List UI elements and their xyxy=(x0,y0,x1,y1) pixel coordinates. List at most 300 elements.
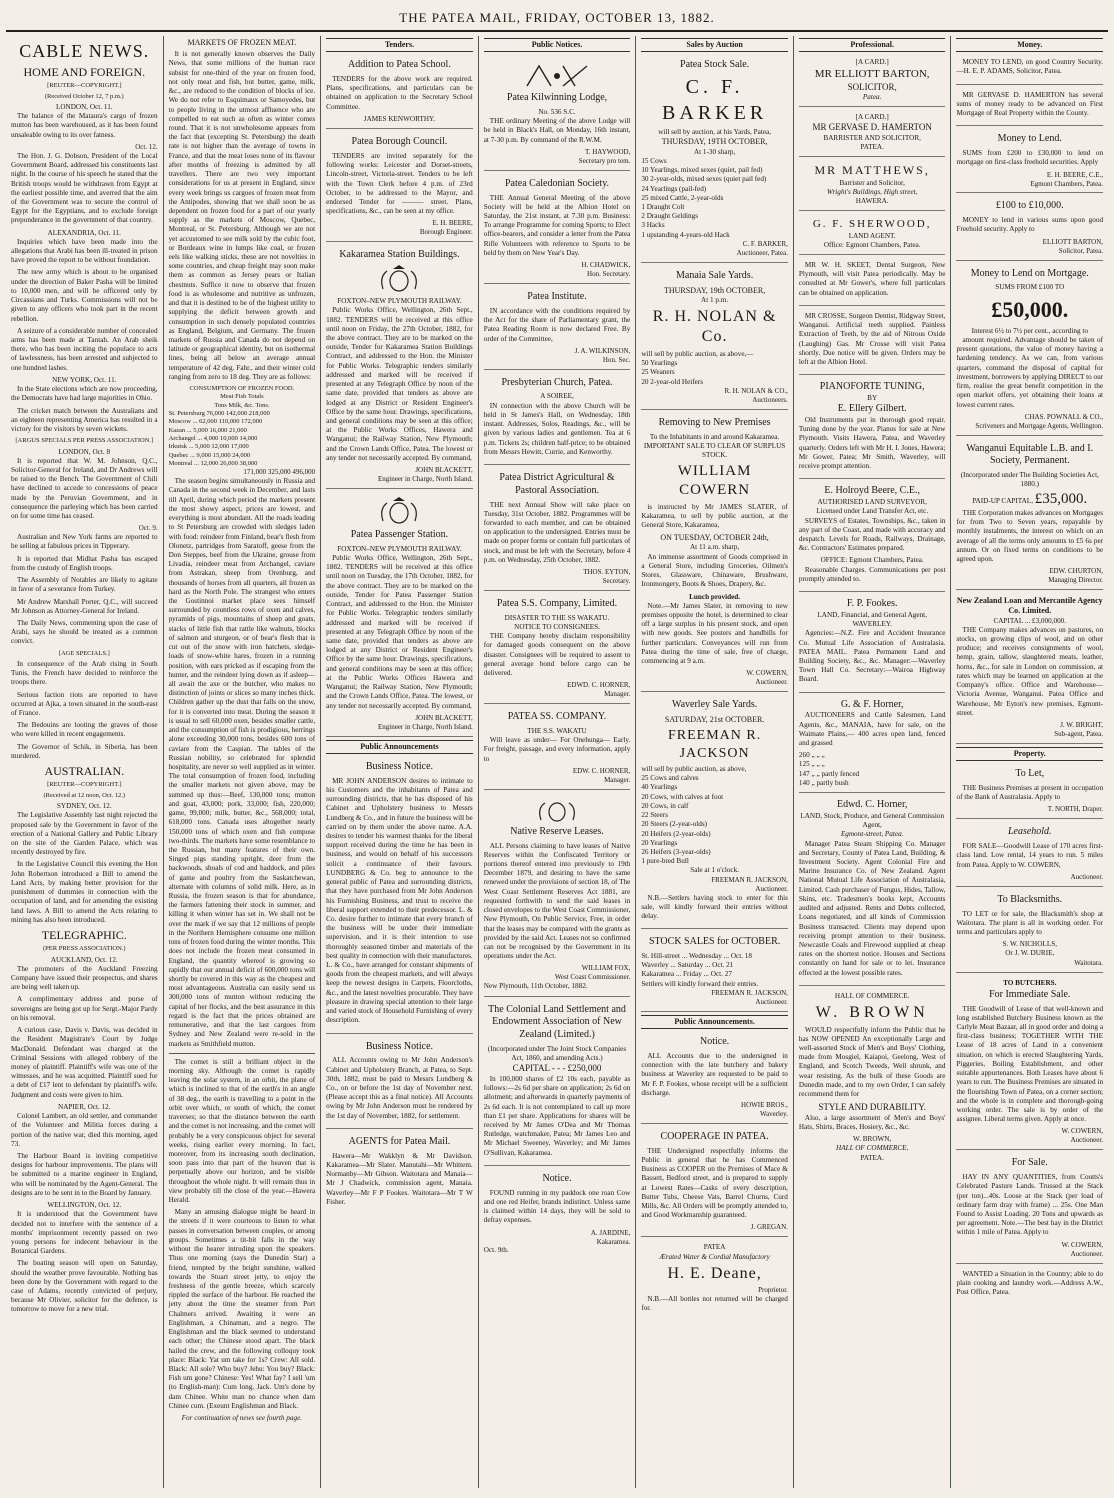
continuation-note: For continuation of news see fourth page. xyxy=(181,1414,303,1423)
list-item: 20 Cows, in calf xyxy=(641,801,689,810)
ad-signature: W. COWERN, xyxy=(1061,1127,1104,1136)
ad-card-label: [A CARD.] xyxy=(855,113,889,122)
ad-elliott-barton xyxy=(799,55,946,107)
ad-signature: R. H. NOLAN & CO., xyxy=(724,386,788,395)
ad-title: Native Reserve Leases. xyxy=(510,825,604,837)
ad-text: MR W. H. SKEET, Dental Surgeon, New Plymouth, will visit Patea periodically. May be consulted at Mr Gower's, where full particulars can be obtained on application. xyxy=(798,260,946,297)
professional-name: E. Ellery Gilbert. xyxy=(837,403,907,415)
professional-place: PATEA. xyxy=(860,143,884,152)
professional-address: Wright's Buildings, High street, xyxy=(826,188,918,197)
ad-title: Manaia Sale Yards. xyxy=(675,269,754,281)
ad-money-to-lend xyxy=(956,129,1103,193)
list-item: Kakaramea ... Friday ... Oct. 27 xyxy=(641,970,732,979)
australian-heading: AUSTRALIAN. xyxy=(44,764,125,779)
ad-signature: J. GREGAN. xyxy=(750,1223,788,1232)
ad-text: Settlers will kindly forward their entries. xyxy=(641,979,759,988)
ad-title: STOCK SALES for OCTOBER. xyxy=(648,936,781,948)
ad-native-reserve-leases xyxy=(484,793,631,997)
ad-date: New Plymouth, 11th October, 1882. xyxy=(483,982,588,991)
columns xyxy=(6,36,1108,1488)
professional-role: SOLICITOR, xyxy=(847,81,897,92)
ad-text: THE Annual General Meeting of the above Society will be held at the Albion Hotel on Saturday, the 21st instant, at 7.30 p.m. Business: To arrange Programme for coming Sports; to Elect office-bearers, and consider a letter from the Patea Rifle Volunteers with reference to Sports to be held by them on New Year's Day. xyxy=(483,193,631,257)
article-paragraph: The Harbour Board is inviting competitive designs for harbour improvements. The plans will be submitted to a marine engineer in England, who will be nominated by the Agent-General. The designs are to be sent in to the Board by January. xyxy=(11,1151,158,1197)
article-paragraph: Serious faction riots are reported to have occurred at Ajka, a town situated in the south-east of France. xyxy=(11,690,158,718)
ad-signature: W. COWERN, xyxy=(1061,1240,1104,1249)
ad-title: Business Notice. xyxy=(365,1040,434,1052)
ad-passenger-station xyxy=(326,492,473,737)
article-paragraph: It is understood that the Government have decided not to interfere with the sentence of a months' imprisonment recently passed on two young persons for indecent behaviour in the Botanical Gardens. xyxy=(11,1210,158,1256)
article-paragraph: The Assembly of Notables are likely to agitate in favor of a severance from Turkey. xyxy=(11,576,158,594)
ad-matthews xyxy=(799,160,946,211)
ad-title: For Sale. xyxy=(1011,1157,1048,1169)
article-paragraph: The balance of the Mataura's cargo of frozen mutton has been warehoused, as it has been found unsaleable owing to its over fatness. xyxy=(11,112,158,139)
ad-title: To Blacksmiths. xyxy=(997,893,1063,905)
ad-kakaramea-station xyxy=(326,245,473,489)
ad-signature: JOHN BLACKETT, xyxy=(415,466,473,475)
ad-title: Patea Institute. xyxy=(527,291,587,303)
ad-adams-money xyxy=(956,55,1103,84)
ad-title: Patea Kilwinning Lodge, xyxy=(506,92,608,104)
table-row: Montreal ... 12,000 26,000 38,000 xyxy=(168,459,258,467)
ad-title: PATEA xyxy=(703,1243,726,1252)
consumption-table-head: Meat Fish Totals xyxy=(220,393,264,401)
frozen-meat-heading: MARKETS OF FROZEN MEAT. xyxy=(187,38,297,47)
table-row: St. Petersburg 76,000 142,000 218,000 xyxy=(168,410,270,418)
column-money xyxy=(951,36,1108,1488)
professional-name: E. Holroyd Beere, C.E., xyxy=(824,485,920,497)
professional-role: AUTHORISED LAND SURVEYOR, xyxy=(817,498,927,507)
ad-title: Patea Borough Council. xyxy=(351,136,448,148)
article-paragraph: The Governor of Schik, in Siberia, has been murdered. xyxy=(11,742,158,760)
ad-text: SURVEYS of Estates, Townships, &c., taken in any part of the Coast, and made with accuracy and despatch. Levels for Roads, Railways, Drainage, &c. Contractors' Estimates prepared. xyxy=(798,516,946,553)
ad-pownall-mortgage xyxy=(956,264,1103,436)
dateline-wellington: WELLINGTON, Oct. 12. xyxy=(47,1201,122,1210)
list-item: 1 Draught Colt xyxy=(641,202,685,211)
list-item: 260 „ „ „ xyxy=(798,751,825,760)
section-heading-professional: Professional. xyxy=(799,38,946,52)
sale-date: THURSDAY, 19TH OCTOBER, xyxy=(661,137,768,147)
dateline: Oct. 12. xyxy=(135,142,158,151)
ad-business-notice xyxy=(326,757,473,1034)
sale-list xyxy=(641,359,788,387)
ad-title: Money to Lend. xyxy=(997,133,1062,145)
ad-signature: HOWIE BROS., xyxy=(741,1100,788,1109)
ad-title: AGENTS for Patea Mail. xyxy=(348,1135,451,1147)
dateline-napier: NAPIER, Oct. 12. xyxy=(58,1102,111,1111)
ad-hamerton-money xyxy=(956,88,1103,127)
ad-text: IN connection with the above Church will be held in St James's Hall, on Wednesday, 18th instant. Addresses, Solos, Readings, &c., will be given by various ladies and gentlemen. Tea at 6 p.m. Tickets 2s; children half-price; to be obtained from Messrs Hewitt, Currie, and Kenworthy. xyxy=(483,401,631,456)
ad-text: N.B.—All bottles not returned will be charged for. xyxy=(641,1295,788,1313)
sale-list xyxy=(641,774,788,866)
divider xyxy=(169,1053,316,1054)
ad-sherwood xyxy=(799,214,946,255)
ad-signature: JAMES KENWORTHY. xyxy=(363,114,436,123)
ad-text: IN accordance with the conditions required by the Act for the share of Parliamentary grant, the Patea Reading Room is now declared Free. By order of the Committee, xyxy=(483,306,631,343)
professional-address: Office: Egmont Chambers, Patea. xyxy=(823,240,921,249)
ad-text: FOUND running in my paddock one roan Cow and one red Heifer, brands indistinct. Unless same is claimed within 14 days, they will be sold to defray expenses. xyxy=(483,1188,631,1225)
ad-subtitle: To the Inhabitants in and around Kakaramea. xyxy=(649,432,780,441)
ad-text: MR CROSSE, Surgeon Dentist, Ridgway Street, Wanganui. Artificial teeth supplied. Painless Extraction of Teeth, by the aid of Nitrous Oxide (Laughing) Gas. Mr Crosse will visit Patea shortly. Due notice will be given. Orders may be left at the Albion Hotel. xyxy=(798,311,946,366)
ad-agents xyxy=(326,1132,473,1214)
list-item: 50 Yearlings xyxy=(641,359,678,368)
ad-waverley-sale-yards xyxy=(641,695,788,929)
ad-signature-role: Auctioneer. xyxy=(1070,1136,1104,1145)
professional-name: Edwd. C. Horner, xyxy=(836,799,908,811)
professional-name: MR ELLIOTT BARTON, xyxy=(814,68,930,81)
article-paragraph: The cricket match between the Australians and an eighteen representing America has resulted in a victory for the visitors by seven wickets. xyxy=(11,406,158,433)
ad-title: PIANOFORTE TUNING, xyxy=(819,381,925,393)
ad-patea-institute xyxy=(484,287,631,370)
ad-title: COOPERAGE IN PATEA. xyxy=(660,1130,769,1142)
ad-ss-company-disaster xyxy=(484,594,631,704)
professional-name: G. F. SHERWOOD, xyxy=(812,218,932,231)
ad-signature-role: West Coast Commissioner. xyxy=(554,973,631,982)
ad-signature-role: Engineer in Charge, North Island. xyxy=(377,475,473,484)
ad-text: MONEY TO LEND, on good Country Security.—H. E. P. ADAMS, Solicitor, Patea. xyxy=(956,58,1104,76)
dateline-london: LONDON, Oct. 11. xyxy=(55,103,113,112)
professional-place: WAVERLEY. xyxy=(852,620,892,629)
dateline: Oct. 9. xyxy=(138,524,158,533)
article-paragraph: The promoters of the Auckland Freezing Company have issued their prospectus, and shares are being well taken up. xyxy=(11,964,158,992)
ad-signature-role: Hon. Sec. xyxy=(602,355,631,364)
ad-signature: S. W. NICHOLLS, xyxy=(1002,940,1058,949)
ad-signature: ELLIOTT BARTON, xyxy=(1042,237,1104,246)
ad-text: Manager Patea Steam Shipping Co. Manager and Secretary, County of Patea Land, Building, & Investment Society. Agent Colonial Fire and Marine Insurance Co. of New Zealand. Agent National Mutual Life Association of Australasia, Limited. Cash purchaser of Fungus, Hides, Tallow, Skins, etc. Tradesmen's books kept, Accounts audited and adjusted. Rents and Debts collected, Loans negotiated, and all kinds of Commission Business transacted. Clients may depend upon receiving prompt attention to their business. Newcastle Coals and Firewood supplied at cheap rates on the shortest notice. Houses and Sections constantly on hand for sale or to let. Insurance effected at the lowest possible rates. xyxy=(798,839,946,977)
dateline-auckland: AUCKLAND, Oct. 12. xyxy=(50,955,118,964)
ad-text: MR JOHN ANDERSON desires to intimate to his Customers and the inhabitants of Patea and surrounding districts, that he has disposed of his Cabinet and Upholstery business to Messrs Lundberg & Co., and in future the business will be carried on by them under the above name. A.A. desires to tender his warmest thanks for the liberal support received during the time he has been in business, and would on behalf of his successors solicit a continuance of their favours. LUNDBERG & Co. beg to announce to the general public of Patea and surrounding districts, that they have purchased from Mr John Anderson his Furnishing Business, and trust to receive the liberal support extended to their predecessor. L. & Co. desire further to intimate that every branch of the business will be under their immediate supervision, and it is their intention to use thoroughly seasoned timber and materials of the best quality in connection with their manufactures. L. & Co., have arranged for constant shipments of goods from the cheapest markets, and will always keep the newest designs in Carpets, Floorcloths, &c., and the latest novelties procurable. They have pleasure in drawing special attention to their large and varied stock of Household Furnishing of every description. xyxy=(326,776,473,1025)
ad-business-notice-accounts xyxy=(326,1037,473,1129)
capital-amount: £35,000. xyxy=(1034,490,1088,507)
article-paragraph: A complimentary address and purse of sovereigns are being got up for Sergt.-Major Pardy on his removal. xyxy=(11,995,158,1022)
ad-subtitle: For Immediate Sale. xyxy=(989,988,1071,1000)
professional-role: LAND, Stock, Produce, and General Commission Agent, xyxy=(800,811,945,830)
ad-signature: A. JARDINE, xyxy=(590,1228,631,1237)
ad-text: Also, a large assortment of Men's and Boys' Hats, Shirts, Braces, Hosiery, &c., &c. xyxy=(798,1113,946,1132)
ad-removing-premises xyxy=(641,413,788,692)
ad-text: THE next Annual Show will take place on Tuesday, 31st October, 1882. Programmes will be forwarded to each member, and can be obtained on application to the undersigned. Entries must be made on proper forms or contain full particulars of stock, and must be left with the Secretary, before 4 p.m. on Wednesday, 25th October, 1882. xyxy=(483,500,631,564)
ad-title: Patea S.S. Company, Limited. xyxy=(496,597,618,609)
ad-text: TENDERS for the above work are required. Plans, specifications, and particulars can be obtained on application to the Secretary School Committee. xyxy=(326,75,473,111)
ad-title: Waverley Sale Yards. xyxy=(671,699,758,711)
ad-text: will sell by public auction, as above, xyxy=(641,765,747,774)
list-item: 10 Yearlings, mixed sexes (quiet, pail fed) xyxy=(641,166,763,175)
ad-presbyterian-church xyxy=(484,373,631,465)
article-paragraph: In the Legislative Council this evening the Hon John Robertson introduced a Bill to amend the Land Acts, by making better provision for the punishment of dummies in connection with the occupation of land, and for amending the existing land laws. A Bill to amend the Acts relating to mining has also been introduced. xyxy=(11,860,158,924)
list-item: 147 „ „ partly fenced xyxy=(798,769,860,778)
ad-signature: EDW. CHURTON, xyxy=(1049,567,1104,576)
telegraphic-heading: TELEGRAPHIC. xyxy=(41,927,127,942)
ad-aerated-water xyxy=(641,1240,788,1320)
ad-signature-role: Secretary pro tem. xyxy=(578,156,631,165)
ad-signature-role: Proprietor. xyxy=(758,1286,788,1295)
ad-hamerton xyxy=(799,110,946,157)
ad-signature: H. CHADWICK, xyxy=(581,261,631,270)
sale-time: At 11 a.m. sharp, xyxy=(689,543,740,552)
ad-title: Patea Caledonian Society. xyxy=(505,177,610,189)
ad-borough-council xyxy=(326,132,473,242)
professional-name: MR MATTHEWS, xyxy=(814,163,930,178)
consumption-table xyxy=(169,410,316,477)
list-item: 20 2-year-old Heifers xyxy=(641,377,704,386)
professional-name: F. P. Fookes. xyxy=(846,598,898,610)
ad-title: Patea Passenger Station. xyxy=(350,529,449,540)
list-item: 15 Cows xyxy=(641,156,667,165)
article-paragraph: The season begins simultaneously in Russia and Canada in the second week in December, and lasts till April, during which period the markets present the most showy aspect, prices are lowest, and everything is most abundant. All the roads leading to St Petersburg are crowded with sledges laden with food: reindeer from Finland, bear's flesh from Olonetz, partridges from Saratoff, geese from the Don Steppes, beef from the Ukraine, grouse from Livadia, reindeer meat from Archangel, caviare from Astrakan, sheep from Orenburg, and thousands of horses from all quarters, all frozen as hard as the North Pole. The strangest who enters the Gostinnoi market place sees himself surrounded by countless rows of oxen and calves, pyramids of pigs, mountains of sheep and goats, stacks of little fish that rattle like walnuts, blocks of salmon and sturgeon, or of bear's flesh that is cut out of the snow with iron hatchets, sledge-loads of snow-white hares, frozen in a running position, with ears pricked as if escaping from the hunter, and the reindeer lying down as if asleep—all await the axe or the butcher, who makes no distinction of joints or slices so many inches thick. Children gather up the dust that falls on the snow, for it is converted into meat. During the season it is usual to sell 60,000 oxen, besides smaller cattle, and the consumption of fish is prodigious, herrings alone exceeding 30,000 tons, besides 600 tons of caviare from the Caspian. The tables of the Russian nobility, so celebrated for splendid hospitality, are never so well supplied as in winter. The total consumption of frozen food, including the smaller markets not given above, may be summed up thus:—Beef, 130,000 tons; mutton and goat, 43,000; pork, 33,000; fish, 220,000; game, 99,000; milk, butter, &c., 568,000; total, 618,000 tons. Canada uses altogether nearly 150,000 tons of which oxen and fish compose two-thirds. The markets have some resemblance to the Russian, but many features of their own. Singed pigs standing upright, deer from the backwoods, shoals of cod and haddock, and piles of game and poultry from the Saskatchewan, alternate with columns of solid milk. Here, as in Russia, the frozen season is that for abundance, the farmers fattening their stock in summer, and killing it when winter has set in. We shall not be over the mark if we say that 12 millions of people in the Northern Hemisphere consume one million tons of frozen food during the winter months. This does not include the frozen meat consumed in England, the quantity whereof is growing so rapidly that our annual deficit of 600,000 tons will shortly be covered in this way as the cheapest and most advantageous. Australia can easily send us 300,000 tons of mutton without reducing the capital of her flocks, and the best assurance in this regard is the fact that the prices obtained are remunerative, and that the last cargoes from Sydney and New Zealand were re-sold in the markets as Smithfield mutton. xyxy=(168,477,316,1048)
ad-title: Kakaramea Station Buildings. xyxy=(339,249,460,261)
professional-address: OFFICE: Egmont Chambers, Patea. xyxy=(820,556,924,565)
list-item: 1 upstanding 4-years-old Hack xyxy=(641,230,730,239)
ad-subtitle: (Incorporated under The Building Societies Act, 1880.) xyxy=(960,471,1099,489)
ad-signature-role: Hon. Secretary. xyxy=(587,270,631,279)
ad-signature: W. COWERN, xyxy=(746,669,788,678)
ad-subtitle: FOXTON–NEW PLYMOUTH RAILWAY. xyxy=(337,297,462,306)
ad-signature-role: Auctioneers. xyxy=(752,395,788,404)
ad-capital-row xyxy=(956,490,1103,509)
press-association-note: (PER PRESS ASSOCIATION.) xyxy=(43,945,126,953)
ad-signature-role: Managing Director. xyxy=(1048,576,1104,585)
sale-list xyxy=(641,157,788,240)
ad-signature: WILLIAM FOX, xyxy=(581,964,631,973)
ad-colonial-land-settlement xyxy=(484,1000,631,1166)
ad-signature: EDW. C. HORNER, xyxy=(572,766,631,775)
article-paragraph: The Hon. J. G. Dobson, President of the Local Government Board, addressed his constituents last night. In the course of his speech he stated that the British troops would be withdrawn from Egypt at the earliest possible time, and averred that the aim of the Government was to secure the control of Egypt for the Egyptians, and to exclude foreign preponderance in the government of that country. xyxy=(11,151,158,225)
ad-text: An immense assortment of Goods comprised in a General Store, including Groceries, Oilmen's Stores, Glassware, Chinaware, Brushware, Ironmongery, Boots & Shoes, Drapery, &c. xyxy=(641,552,788,589)
sale-list xyxy=(641,952,788,980)
ad-date: Oct. 9th. xyxy=(483,1246,509,1255)
ad-signature-role: HALL OF COMMERCE, xyxy=(836,1144,909,1153)
article-paragraph: The Daily News, commenting upon the case of Arabi, says he should be treated as a common convict. xyxy=(11,618,158,646)
list-item: 24 Yearlings (pail-fed) xyxy=(641,184,707,193)
list-item: Waverley ... Saturday ... Oct. 21 xyxy=(641,961,734,970)
ad-signature-place: PATEA. xyxy=(860,1153,884,1162)
ad-title: Notice. xyxy=(542,1172,572,1184)
list-item: 20 Cows, with calves at foot xyxy=(641,792,724,801)
sale-date: SATURDAY, 21st OCTOBER. xyxy=(664,715,765,724)
ad-card-label: [A CARD.] xyxy=(855,58,889,67)
ad-signature: E. H. BEERE, C.E., xyxy=(1046,170,1104,179)
ad-patea-school xyxy=(326,55,473,129)
ad-text: WOULD respectfully inform the Public that he has NOW OPENED An exceptionally Large and well-assorted Stock of Men's and Boys' Clothing, made from Mosgiel, Kaiapoi, Geelong, West of England, and Scotch Tweeds, Well shrunk, and wear resisting. As the bulk of these Goods are Dunedin made, and to my own Order, I can safely recommend them for xyxy=(798,1025,946,1099)
lunch-note: Lunch provided. xyxy=(689,592,741,601)
ad-signature: Or J. W. DURIE, xyxy=(1005,949,1055,958)
list-item: 40 Yearlings xyxy=(641,783,678,792)
article-paragraph: It is reported that W. M. Johnson, Q.C., Solicitor-General for Ireland, and Dr Andrews will be raised to the Bench. The Government of Chili have declined to accede to concessions of peace made by the Peruvian Government, and in consequence the parleying which has been carried on for some time has ceased. xyxy=(11,456,158,521)
ad-title: Wanganui Equitable L.B. and I. Society, Permanent. xyxy=(966,442,1094,467)
ad-subtitle: A SOIREE, xyxy=(540,392,574,401)
ad-subtitle: SUMS FROM £100 TO xyxy=(995,283,1065,292)
ad-signature-role: Auctioneer. xyxy=(755,997,788,1006)
ad-text: MR GERVASE D. HAMERTON has several sums of money ready to be advanced on First Mortgage of Real Property within the County. xyxy=(956,90,1104,118)
ad-text: TENDERS are invited separately for the following works: Leicester and Dorset-streets, Lincoln-street, Victoria-street. Tenders to be left with the Town Clerk before 4 p.m. of 23rd October, to be addressed to the Mayor, and endorsed Tender for ——— street. Plans, specifications, &c., can be seen at my office. xyxy=(326,151,473,216)
professional-role: LAND AGENT. xyxy=(848,231,896,240)
dateline-new-york: NEW YORK, Oct. 11. xyxy=(52,375,117,384)
ad-text: N.B.—Settlers having stock to enter for this sale, will kindly forward their entries without delay. xyxy=(641,893,788,921)
ad-text: THE Undersigned respectfully informs the Public in general that he has Commenced Business as COOPER on the Premises of Mace & Bassett, Bedford street, and is prepared to supply at Lowest Rates—Casks of every description, Butter Tubs, Cheese Vats, Barrel Churns, Curd Mills, &c. All Orders will be promptly attended to, and Good Workmanship guaranteed. xyxy=(641,1146,788,1220)
ad-signature: CHAS. POWNALL & CO., xyxy=(1024,412,1104,421)
ad-skeet-dentist xyxy=(799,258,946,306)
ad-signature: C. F. BARKER, xyxy=(742,239,788,248)
ad-text: amount required. Advantage should be taken of present quotations, the value of money having a hardening tendency. As we can, from various quarters, command the disposal of capital for investment, borrowers by applying DIRECT to our firm, realise the great benefit competition in the open market offers, yet obtaining their loans at lowest current rates. xyxy=(956,336,1104,409)
ad-signature: E. H. BEERE, xyxy=(432,219,473,228)
received-note: (Received at 12 noon, Oct. 12.) xyxy=(43,791,126,799)
masthead: THE PATEA MAIL, FRIDAY, OCTOBER 13, 1882. xyxy=(6,4,1108,32)
capital-label: PAID-UP CAPITAL, xyxy=(972,496,1033,505)
professional-name: G. & F. Horner, xyxy=(840,698,904,710)
ad-text: Public Works Office, Wellington, 26th Sept., 1882. TENDERS will be received at this office until noon on Tuesday, the 17th October, 1882, for the above contract. They are to be marked on the outside, Tender for Patea Passenger Station Contract, and addressed to the Hon. the Minister for Public Works. Telegraphic tenders similarly addressed and marked will be received if presented at any Telegraph Office by noon of the same date, provided that tenders as above are lodged at any District or Resident Engineer's Office by the same hour. Drawings, specifications, and general conditions may be seen at this office; at the Public Works Offices Hawera and Wanganui; the Railway Station, New Plymouth; and the Crown Lands Office, Patea. The lowest, or any tender not necessarily accepted. By command, xyxy=(326,554,473,710)
ad-hay-for-sale xyxy=(956,1153,1103,1263)
ad-text: MONEY to lend in various sums upon good Freehold security. Apply to xyxy=(956,216,1104,234)
article-paragraph: In consequence of the Arab rising in South Tunis, the French have decided to reinforce the troops there. xyxy=(11,659,158,687)
ad-title: Addition to Patea School. xyxy=(348,59,451,71)
list-item: 20 Steers (2-year-olds) xyxy=(641,820,708,829)
ad-wanganui-equitable xyxy=(956,439,1103,590)
professional-name: MR GERVASE D. HAMERTON xyxy=(812,122,932,133)
ad-signature: W. BROWN, xyxy=(853,1135,892,1144)
ad-fookes xyxy=(799,595,946,693)
ad-title: Notice. xyxy=(700,1036,730,1048)
ad-title: The Colonial Land Settlement and Endowment Association of New Zealand (Limited.) xyxy=(488,1003,626,1041)
ad-subtitle: THE S.S. WAKATU xyxy=(527,727,587,736)
article-paragraph: Colonel Lambert, an old settler, and commander of the Volunteer and Militia forces during a portion of the native war, died this morning, aged 73. xyxy=(11,1112,158,1148)
ad-signature-role: Sub-agent, Patea. xyxy=(1054,729,1104,738)
sale-time: At 1 p.m. xyxy=(701,295,729,304)
professional-role: LAND, Financial, and General Agent, xyxy=(817,610,927,619)
cable-news-heading: CABLE NEWS. xyxy=(19,41,150,61)
ad-text: Reasonable Charges. Communications per post promptly attended to. xyxy=(798,565,946,583)
list-item: 25 Cows and calves xyxy=(641,774,699,783)
column-tenders xyxy=(321,36,479,1488)
ad-text: Hawera—Mr Wakklyn & Mr Davidson. Kakaramea—Mr Slater. Manutahi—Mr Whittem. Normanby—Mr Gibson. Waitotara and Manaia—Mr J Chadwick, commission agent, Manaia. Waverley—Mr F P Fookes. Waitotara—Mr T W Fisher. xyxy=(326,1151,473,1206)
ad-capital: CAPITAL - - - £250,000 xyxy=(512,1063,602,1074)
table-row: Kazan ... 5,000 16,000 21,000 xyxy=(168,426,247,434)
coat-of-arms-icon xyxy=(369,265,429,295)
ad-signature: EDWD. C. HORNER, xyxy=(567,681,631,690)
article-paragraph: Many an amusing dialogue might be heard in the streets if it were courteous to listen to what passes in conversation between couples, or among groups. Sometimes a tit-bit falls in the way without the hearer intruding upon the speakers. Thus one morning (says the Dunedin Star) a friend, tempted by the bright sunshine, walked towards the Stuart street jetty, to enjoy the freshness of the gentle breeze, which scarcely rippled the surface of the harbour. He reached the jetty about the time the steamer from Port Chalmers arrived. Awaiting it were an Englishman, a Chinaman, and a negro. The Englishman and the black seemed to understand each other; the Chinese stood apart. The black hailed the crew, and the following colloquy took place: Black: Yat um take for 1s? Crew: All sold. Black: All sole? Who buy? Jehu: You buy? Black: Fish um gone? Chinese: Yes! What fay? I sell 'um (to English-man): Cum long, Jack. Um's done by dam Chinee. White man no chance when dam Chinee cum. (Exeunt Englishman and Black. xyxy=(168,1208,316,1410)
list-item: St. Hill-street ... Wednesday ... Oct. 18 xyxy=(641,952,752,961)
ad-title: Leasehold. xyxy=(1007,826,1052,838)
consumption-table-title: CONSUMPTION OF FROZEN FOOD. xyxy=(189,385,295,393)
ad-signature-role: Scriveners and Mortgage Agents, Wellington. xyxy=(975,421,1104,430)
ad-text: THE Company hereby disclaim responsibility for damaged goods consequent on the above disaster. Consignees will be required to assent to general average bond before cargo can be delivered. xyxy=(483,632,631,678)
ad-stock-sales-october xyxy=(641,932,788,1012)
ad-title: New Zealand Loan and Mercantile Agency Co. Limited. xyxy=(956,596,1103,616)
column-frozen-meat xyxy=(164,36,322,1488)
argus-note: [ARGUS SPECIALS PER PRESS ASSOCIATION.] xyxy=(15,437,154,445)
ad-found-cattle xyxy=(484,1169,631,1260)
section-heading-tenders: Tenders. xyxy=(326,38,473,52)
ad-signature-role: Auctioneer, Patea. xyxy=(736,248,788,257)
ad-title: Presbyterian Church, Patea. xyxy=(501,376,613,388)
section-heading-money: Money. xyxy=(956,38,1103,52)
ad-text: HAY IN ANY QUANTITIES, from Coutts's Celebrated Pasture Lands. Trussed at the Stack (per ton)...40s. Loose at the Stack (per load of ordinary farm dray with frame) ... 25s. One Man Found to Assist Loading. 20 Tons and upwards as per agreement. Note.—The best hay in the District within 1 mile of Patea. Apply to xyxy=(956,1173,1104,1237)
ad-nz-loan-mercantile xyxy=(956,593,1103,744)
ad-title: To Let, xyxy=(1015,768,1045,780)
ad-text: ALL Accounts owing to Mr John Anderson's Cabinet and Upholstery Branch, at Patea, to Sept. 30th, 1882, must be paid to Messrs Lundberg & Co., on or before the 1st day of November next. (Please accept this as a final notice). All Accounts owing by Mr John Anderson must be rendered by the 1st day of November, 1882, for settlement. xyxy=(326,1056,473,1120)
ad-ss-wakatu xyxy=(484,707,631,790)
ad-barton-money xyxy=(956,196,1103,260)
ad-text: Old Instruments put in thorough good repair. Tuning done by the year. Pianos for sale at New Plymouth. Visits Hawera, Patea, and Waverley quarterly. Orders left with Mr H. I. Jones, Hawera; Mr Gower, Patea; Mr Smith, Waverley, will receive prompt attention. xyxy=(798,415,946,471)
proprietor-name: H. E. Deane, xyxy=(667,1264,762,1282)
copyright-note: [REUTER—COPYRIGHT.] xyxy=(47,781,122,789)
list-item: 1 pure-bred Bull xyxy=(641,857,689,866)
ad-caledonian-society xyxy=(484,174,631,284)
ad-cooperage xyxy=(641,1127,788,1238)
list-item: 3 Hacks xyxy=(641,221,665,230)
list-item: 22 Steers xyxy=(641,811,668,820)
ad-text: Will leave as under— For Onehunga— Early. For freight, passage, and every information, apply to xyxy=(483,736,631,763)
auctioneer-name: R. H. NOLAN & Co. xyxy=(652,308,777,346)
ad-signature-role: Egmont Chambers, Patea. xyxy=(1030,179,1104,188)
column-cable-news xyxy=(6,36,164,1488)
article-paragraph: The Bedouins are looting the graves of those who were killed in recent engagements. xyxy=(11,721,158,739)
ad-text: THE Company makes advances on pastures, on stocks, on growing clips of wool, and on other produce; and receives consignments of wool, hemp, grain, tallow, slaughtered meats, leather, horns, &c., for sale in London on commission, at rates which may be learned on application at the Company's office. Office and Warehouse—Victoria Avenue, Wanganui. Patea Office and Warehouse, Mr Eyton's new premises, Egmont-street. xyxy=(956,625,1104,717)
professional-role: BARRISTER AND SOLICITOR, xyxy=(823,134,921,142)
ad-kilwinning-lodge xyxy=(484,55,631,171)
ad-subtitle: IMPORTANT SALE TO CLEAR OF SURPLUS STOCK. xyxy=(643,441,786,459)
ad-text: Public Works Office, Wellington, 26th Sept., 1882. TENDERS will be received at this office until noon on Friday, the 27th October, 1882, for the above contract. They are to be marked on the outside, Tender for Kakaramea Station Buildings Contract, and addressed to the Hon. the Minister for Public Works. Telegraphic tenders similarly addressed and marked will be received if presented at any Telegraph Office by noon of the same date, provided that tenders as above are lodged at any District or Resident Engineer's Office by the same hour. Drawings, specifications, and general conditions may be seen at this office; at the Public Works Offices, Hawera and Wanganui; the Railway Station, New Plymouth; and the Crown Lands Office, Patea. The lowest or any tender not necessarily accepted. By command, xyxy=(326,306,473,462)
professional-role: Barrister and Solicitor, xyxy=(839,178,905,187)
ad-holroyd-beere xyxy=(799,482,946,592)
ad-subtitle: (Incorporated under The Joint Stock Companies Act, 1860, and amending Acts.) xyxy=(487,1044,627,1063)
ad-howie-notice xyxy=(641,1032,788,1124)
ad-subtitle: FOXTON–NEW PLYMOUTH RAILWAY. xyxy=(337,544,462,553)
ad-signature-role: Manager. xyxy=(604,775,631,784)
article-paragraph: The comet is still a brilliant object in the morning sky. Although the comet is rapidly leaving the solar system, in an orbit, the plane of which is inclined to that of the earth's in an angle of 38 deg., the earth is travelling to a point in the orbit over which, or south of which, the comet traverses; so that the distance between the earth and the comet is not increasing, and the comet will probably be a very conspicuous object for several weeks, rising earlier every morning. In fact, moreover, from its increasing south declination, soon pass into that part of the heaven that is perpetually above our horizon, and be visible throughout the whole night. It will remain thus in view probably till the close of the year.—Hawera Herald. xyxy=(168,1057,316,1205)
ad-text: THE Corporation makes advances on Mortgages for from Two to Seven years, repayable by monthly instalments, the interest on which on an average of all the terms only amounts to £5 6s per annum. Or on fixed terms on conditions to be agreed upon. xyxy=(956,508,1104,563)
sale-time: Sale at 1 o'clock. xyxy=(690,866,739,875)
article-paragraph: The boating season will open on Saturday, should the weather prove favourable. Nothing has been done by the Government with regard to the case of Adams, recently convicted of perjury, because Mr Olivier, solicitor for the defence, is tomorrow to move for a new trial. xyxy=(11,1259,158,1314)
article-paragraph: Australian and New York farms are reported to be selling at fabulous prices in Tipperary. xyxy=(11,533,158,551)
ad-title: Business Notice. xyxy=(365,760,434,772)
ad-to-blacksmiths xyxy=(956,890,1103,973)
ad-signature-role: Secretary. xyxy=(602,577,631,586)
article-paragraph: In the State elections which are now proceeding, the Democrats have had large majorities in Ohio. xyxy=(11,385,158,403)
ad-signature-role: Auctioneer. xyxy=(755,884,788,893)
ad-horner-auctioneers xyxy=(799,696,946,794)
ad-signature-role: Auctioneer. xyxy=(1070,1249,1104,1258)
ad-text: SUMS from £200 to £30,000 to lend on mortgage on first-class freehold securities. Apply xyxy=(956,149,1104,167)
ad-title: Removing to New Premises xyxy=(658,416,771,428)
professional-address: Egmont-street, Patea. xyxy=(840,830,904,839)
ad-title: HALL OF COMMERCE. xyxy=(834,991,910,1000)
ad-text: ALL Persons claiming to have leases of Native Reserves within the Confiscated Territory or portions thereof entered into previously to 19th December 1879, and desiring to have the same renewed under the provisions of section 18, of The West Coast Settlement Reserves Act 1881, are requested forthwith to send the said leases in closed envelopes to the West Coast Commissioner, New Plymouth, On Public Service, Free, in order that the leases may be compared with the grants as provided by the said Act. Leases not so confirmed can not be recognised by the Government in its operations under the Act. xyxy=(483,841,631,961)
article-paragraph: Inquiries which have been made into the allegations that Arabi has been ill-treated in prison have proved the report to be without foundation. xyxy=(11,237,158,265)
age-note: [AGE SPECIALS.] xyxy=(58,649,110,657)
ad-text: will sell by public auction, as above,— xyxy=(641,349,754,358)
list-item: 30 2-year-olds, mixed sexes (quiet pail fed) xyxy=(641,175,767,184)
table-row: Moscow ... 62,000 110,000 172,000 xyxy=(168,418,263,426)
merchant-name: W. BROWN xyxy=(815,1004,929,1022)
dateline-london-8: LONDON, Oct. 8 xyxy=(58,447,111,456)
ad-crosse-dentist xyxy=(799,309,946,375)
article-paragraph: It is not generally known observes the Daily News, that some millions of the human race subsist for one-third of the year on frozen food, not only meat and fish, but butter, game, milk, &c., are reduced to the condition of blocks of ice. We do not refer to Esquimaux or Samoyedes, but to people living in the utmost affluence who are compelled to eat such as often as winter comes round. That it is not unwholesome appears from the fact that (excepting St. Petersburg) the death rate is not higher than the average of towns in France, and that the meat loses none of its flavour after months of freezing is admitted by all travellers. There are two very important considerations for us at present in England, since every week brings us cargoes of frozen meat from the Antipodes, showing that we shall soon be as dependent on frozen food for a part of our yearly supply as the markets of Moscow, Quebec, Montreal, or St. Petersburg. Although we are not yet accustomed to see milk sold by the cubic foot, or Bordeaux wine in lumps like coal, or frozen eels like walking sticks, these are not novelties in some countries, and cheap freight may soon make them as common as Jersey pears or Italian chestnuts. Suffice it now to observe that frozen food is as wholesome and nutritive as unfrozen, and that it is destined to be of the highest utility to supplying the deficit between growth and consumption in such densely populated countries as England, Belgium, and Germany. The frozen markets of Russia and Canada do not depend on latitude or geographical identity, but on isothermal lines, being all below an average annual temperature of 42 deg. Fahr., and their winter cold ranging from zero to 18 deg. They are as follows: xyxy=(168,50,316,381)
ad-title: £100 to £10,000. xyxy=(995,200,1064,212)
ad-to-butchers xyxy=(956,976,1103,1151)
table-row: Archangel ... 4,000 10,000 14,000 xyxy=(168,434,258,442)
ad-leasehold xyxy=(956,822,1103,886)
coat-of-arms-icon xyxy=(527,798,587,824)
ad-title: Patea Stock Sale. xyxy=(680,59,750,71)
article-paragraph: A curious case, Davis v. Davis, was decided in the Resident Magistrate's Court by Judge MacDonald. Defendant was charged at the Criminal Sessions with alleged robbery of the money of plaintiff. Plaintiff's wife was one of the witnesses, and he was acquitted. Plaintiff sued for a debt of £17 lent to defendant by plaintiff's wife. Judgment and costs were given to him. xyxy=(11,1026,158,1099)
section-heading-public-announcements: Public Announcements xyxy=(326,740,473,754)
list-item: 20 Heifers (2-year-olds) xyxy=(641,829,711,838)
section-heading-public-notices: Public Notices. xyxy=(484,38,631,52)
ad-amount: £50,000. xyxy=(991,296,1069,322)
ad-text: Note.—Mr James Slater, in removing to new premises opposite the hotel, is determined to clear off a large surplus in his present stock, and open with new goods. See posters and handbills for further particulars. Conveyances will run from Patea during the time of sale, free of charge, commencing at 9 a.m. xyxy=(641,601,788,666)
table-total: 171,000 325,000 496,000 xyxy=(243,468,316,477)
ad-title: PATEA SS. COMPANY. xyxy=(507,711,607,723)
ad-title: Money to Lend on Mortgage. xyxy=(970,267,1089,279)
